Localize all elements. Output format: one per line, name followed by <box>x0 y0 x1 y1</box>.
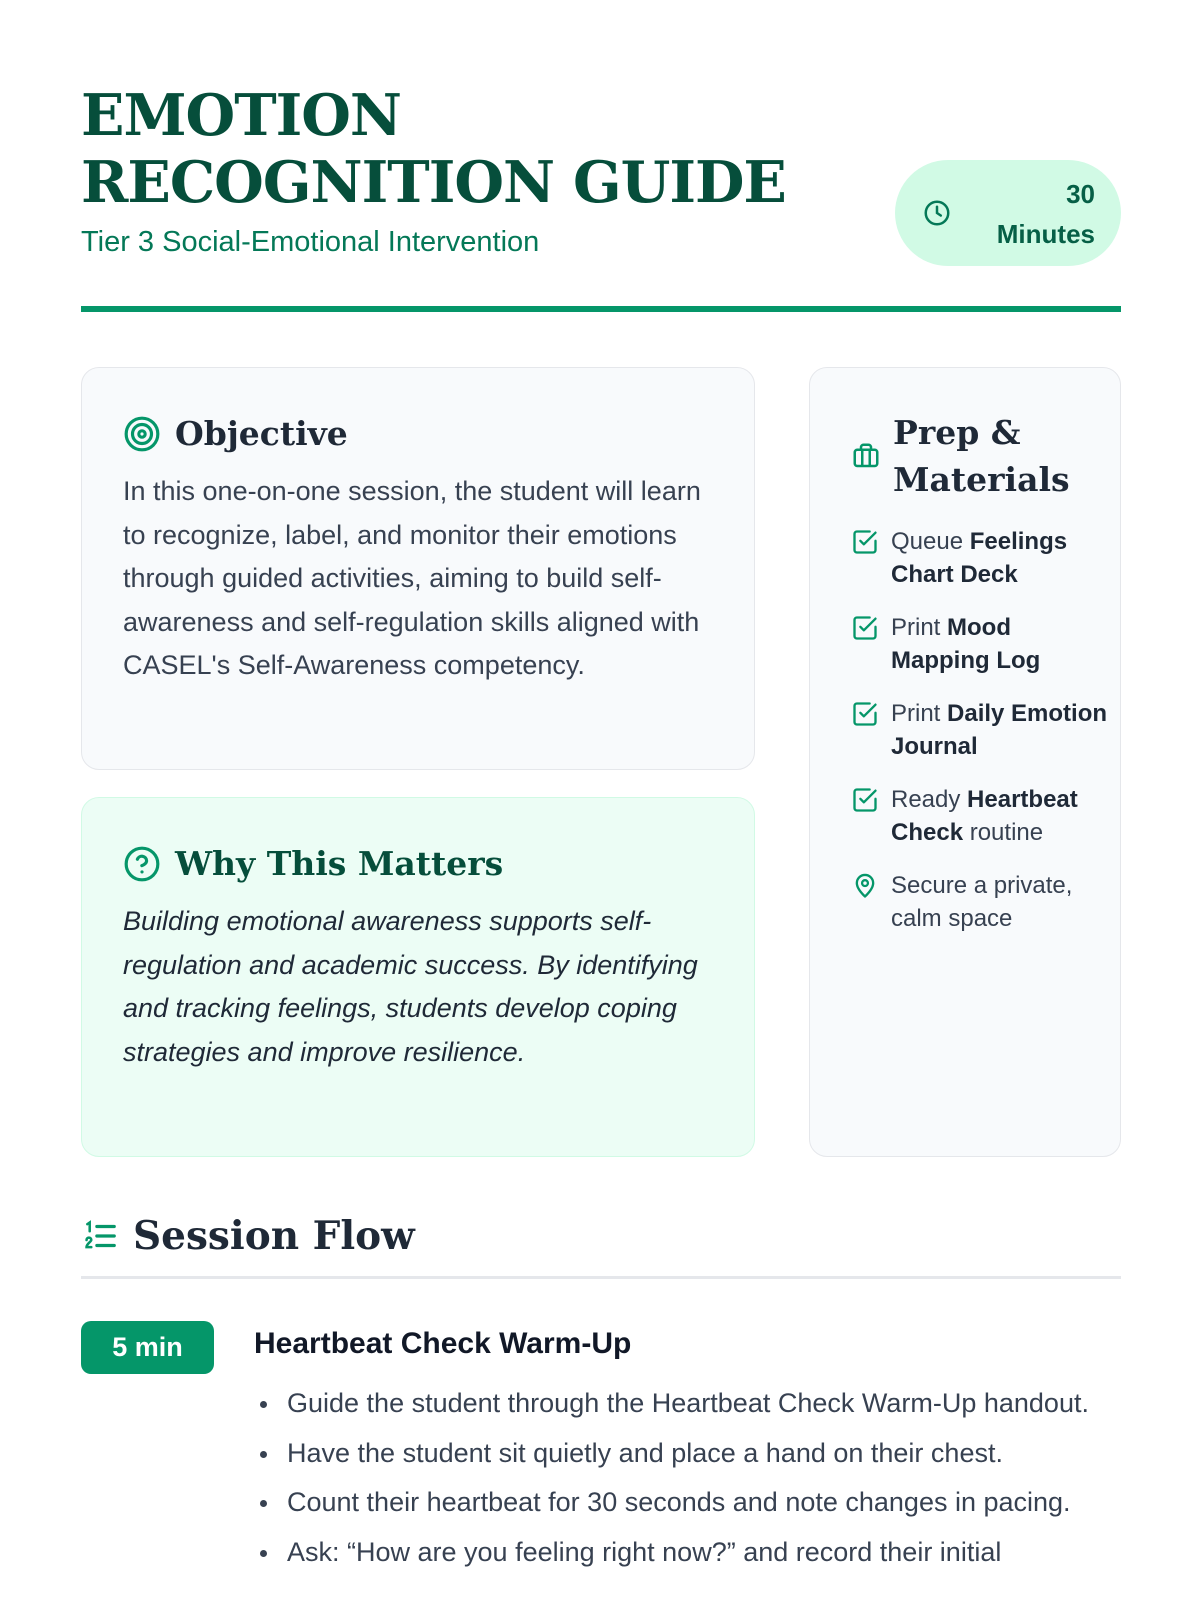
clock-icon <box>922 198 952 228</box>
prep-card <box>809 367 1121 1157</box>
duration-badge <box>895 160 1121 266</box>
target-icon <box>123 415 161 453</box>
prep-item-text: Print Daily Emotion Journal <box>891 700 1108 760</box>
why-title: Why This Matters <box>175 844 504 883</box>
header-divider <box>81 306 1121 312</box>
numbered-list-icon <box>81 1217 119 1255</box>
session-flow-divider <box>81 1276 1121 1279</box>
objective-header <box>123 413 348 455</box>
page-subtitle: Tier 3 Social-Emotional Intervention <box>81 226 540 258</box>
checkbox-icon <box>851 614 879 642</box>
prep-item <box>851 783 1111 849</box>
prep-item-text: Secure a private, calm space <box>891 872 1073 932</box>
step-bullet: Guide the student through the Heartbeat Check Warm-Up handout. <box>254 1382 1124 1426</box>
step-title: Heartbeat Check Warm-Up <box>254 1327 632 1360</box>
why-text: Building emotional awareness supports self-regulation and academic success. By identifying and tracking feelings, students develop coping strategies and improve resilience. <box>123 906 698 1067</box>
step-bullets <box>254 1382 1124 1580</box>
duration-label: 30 Minutes <box>996 179 1095 249</box>
lesson-page <box>81 0 1121 1600</box>
prep-item <box>851 611 1111 677</box>
checkbox-icon <box>851 786 879 814</box>
session-flow-header <box>81 1212 415 1260</box>
prep-item-text: Queue Feelings Chart Deck <box>891 528 1068 588</box>
briefcase-icon <box>851 441 881 471</box>
prep-item-text: Ready Heartbeat Check routine <box>891 786 1078 846</box>
session-flow-title: Session Flow <box>133 1213 415 1259</box>
prep-item <box>851 525 1111 591</box>
prep-list <box>851 525 1111 955</box>
checkbox-icon <box>851 700 879 728</box>
prep-item <box>851 869 1111 935</box>
step-time-badge: 5 min <box>81 1321 214 1374</box>
page-title: EMOTION RECOGNITION GUIDE <box>81 82 786 216</box>
prep-item-text: Print Mood Mapping Log <box>891 614 1041 674</box>
checkbox-icon <box>851 528 879 556</box>
location-pin-icon <box>851 872 879 900</box>
objective-title: Objective <box>175 414 348 453</box>
header <box>81 82 1121 312</box>
question-circle-icon <box>123 845 161 883</box>
objective-card <box>81 367 755 770</box>
prep-header <box>851 409 1113 503</box>
objective-text: In this one-on-one session, the student will learn to recognize, label, and monitor their emotions through guided activities, aiming to build self-awareness and self-regulation skills aligned with CASEL's Self-Awareness competency. <box>123 476 701 680</box>
step-bullet: Count their heartbeat for 30 seconds and note changes in pacing. <box>254 1481 1124 1525</box>
prep-title: Prep & Materials <box>893 413 1070 499</box>
step-bullet: Ask: “How are you feeling right now?” and record their initial <box>254 1531 1124 1575</box>
prep-item <box>851 697 1111 763</box>
why-card <box>81 797 755 1157</box>
step-bullet: Have the student sit quietly and place a hand on their chest. <box>254 1432 1124 1476</box>
why-header <box>123 843 503 885</box>
